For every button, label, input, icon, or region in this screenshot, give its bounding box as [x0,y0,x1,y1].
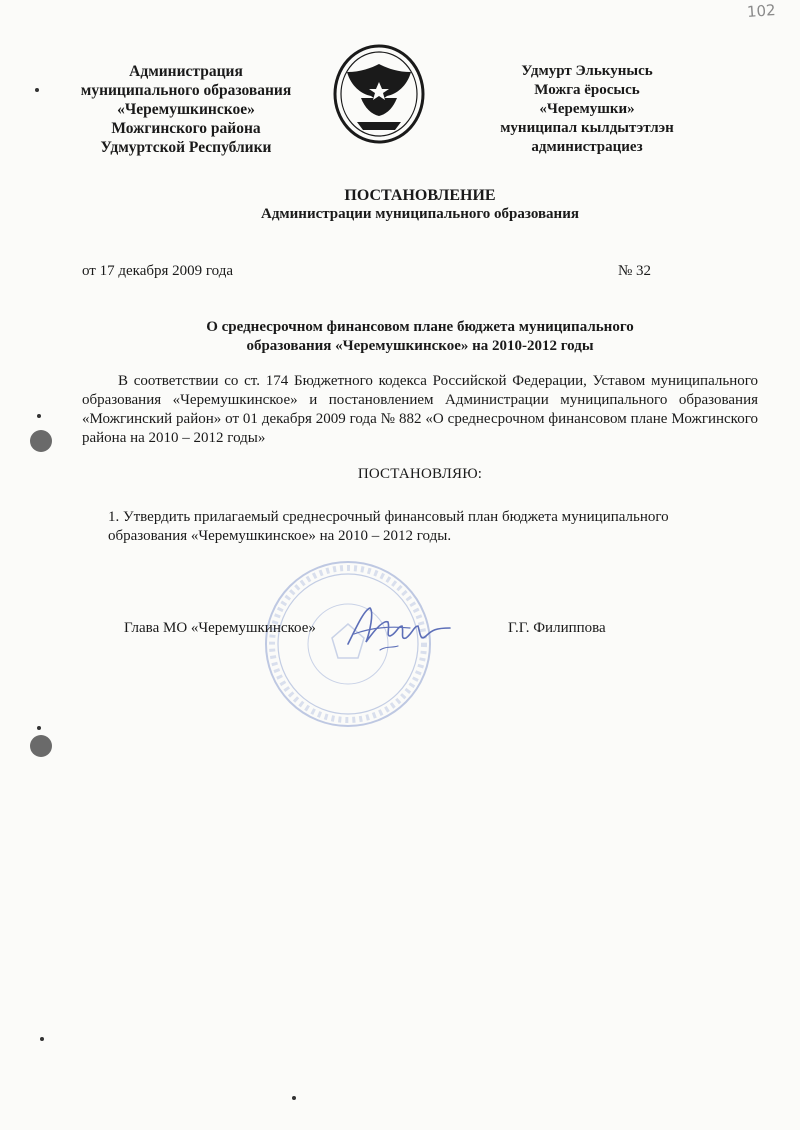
decree-item: 1. Утвердить прилагаемый среднесрочный финансовый план бюджета муниципального образования «Черемушкинское» на 2010 – 2012 годы. [108,509,669,544]
preamble-paragraph: В соответствии со ст. 174 Бюджетного кодекса Российской Федерации, Уставом муниципального образования «Черемушкинское» и постановлением Администрации муниципального образования «Можгинский район» от 01 декабря 2009 года № 882 «О среднесрочном финансовом плане Можгинского района на 2010 – 2012 годы» [82,373,758,446]
signature-role: Глава МО «Черемушкинское» [124,620,316,636]
header-right-block [462,62,712,157]
scan-speck [292,1096,296,1100]
handwritten-page-number: 102 [746,1,777,21]
coat-of-arms-icon [331,42,427,148]
scan-speck [37,414,41,418]
header-left-line: Удмуртской Республики [100,139,272,156]
scan-speck [40,1037,44,1041]
signature-name: Г.Г. Филиппова [508,620,606,636]
title-main: ПОСТАНОВЛЕНИЕ [344,187,496,204]
scan-speck [35,88,39,92]
header-right-line: администрациез [531,139,643,155]
subject-line: образования «Черемушкинское» на 2010-2012 годы [246,338,594,354]
punch-hole [30,430,52,452]
header-left-line: Можгинского района [111,120,261,137]
document-title [0,186,800,224]
punch-hole [30,735,52,757]
header-right-line: Удмурт Элькунысь [521,63,653,79]
header-left-line: «Черемушкинское» [117,101,255,118]
header-left-line: муниципального образования [80,82,292,99]
handwritten-signature-icon [340,598,460,658]
header-right-line: «Черемушки» [539,101,635,117]
header-left-block [52,62,320,157]
header-right-line: муниципал кылдытэтлэн [500,120,674,136]
document-date: от 17 декабря 2009 года [82,263,234,279]
scan-speck [37,726,41,730]
title-sub: Администрации муниципального образования [261,206,579,222]
document-number: № 32 [618,263,652,279]
subject-line: О среднесрочном финансовом плане бюджета муниципального [206,319,634,335]
header-right-line: Можга ёросысь [534,82,640,98]
document-subject [150,318,690,356]
header-left-line: Администрация [129,63,243,80]
decree-heading: ПОСТАНОВЛЯЮ: [357,466,483,482]
